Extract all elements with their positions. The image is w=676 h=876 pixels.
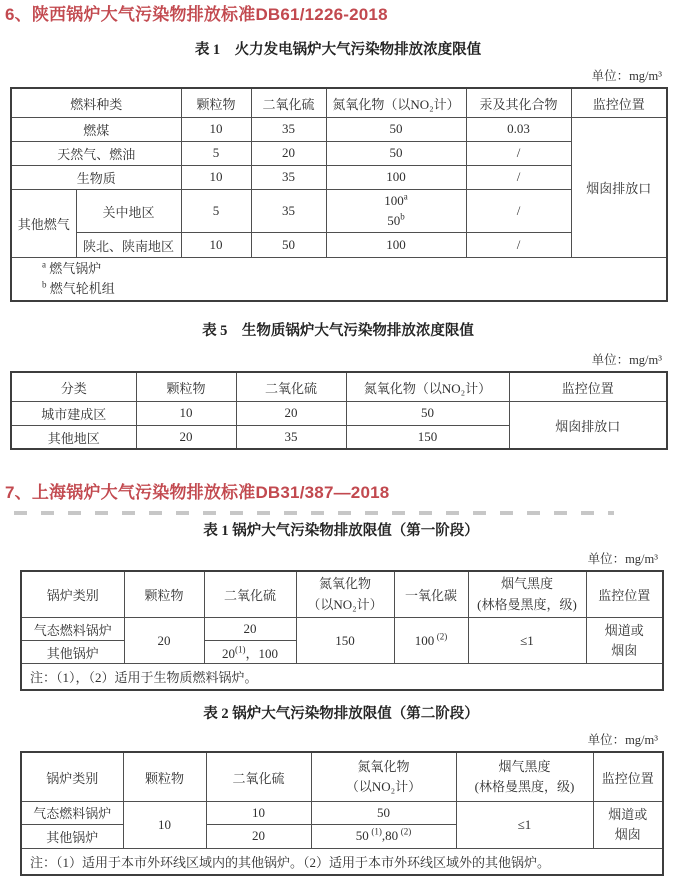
table1-title-shaanxi: 表 1 火力发电锅炉大气污染物排放浓度限值 bbox=[194, 42, 482, 59]
footnote-a-marker: a bbox=[42, 259, 46, 270]
table-header-row bbox=[11, 372, 667, 401]
pm-value: 20 bbox=[124, 618, 204, 664]
fuel-label: 燃煤 bbox=[11, 117, 181, 141]
hg-value: 0.03 bbox=[466, 117, 571, 141]
monitor-line1: 烟道或 bbox=[604, 622, 644, 638]
hg-value: / bbox=[466, 165, 571, 189]
nox-b1: 50 bbox=[355, 828, 369, 844]
pm-value: 5 bbox=[181, 141, 251, 165]
monitor-location-cell: 烟囱排放口 bbox=[571, 117, 667, 257]
table-row-othergas-shanbei bbox=[11, 233, 667, 258]
scan-crop-artifact bbox=[14, 511, 614, 515]
smoke-header-line1: 烟气黑度 bbox=[500, 576, 553, 592]
so2-value: 50 bbox=[251, 233, 326, 258]
nox-value-a: 100 bbox=[384, 192, 404, 208]
table-header-row bbox=[11, 88, 667, 117]
boiler-type-label: 气态燃料锅炉 bbox=[21, 801, 123, 824]
smoke-header-line2: (林格曼黑度，级) bbox=[474, 779, 575, 795]
so2-value: 35 bbox=[251, 189, 326, 232]
boiler-type-label: 气态燃料锅炉 bbox=[21, 618, 124, 641]
so2-value: 10 bbox=[206, 801, 311, 824]
table-header-row bbox=[21, 571, 663, 618]
footnote-a-text: 燃气锅炉 bbox=[49, 261, 102, 277]
unit-label: 单位：mg/m³ bbox=[587, 733, 658, 748]
table-row-coal bbox=[11, 117, 667, 141]
smoke-value: ≤1 bbox=[468, 618, 586, 664]
unit-label: 单位：mg/m³ bbox=[591, 353, 662, 368]
monitor-location-cell bbox=[586, 618, 663, 664]
nox-value: 150 bbox=[346, 425, 509, 449]
so2-value: 35 bbox=[251, 117, 326, 141]
smoke-header-line2: (林格曼黑度，级) bbox=[477, 596, 577, 612]
col-header-co: 一氧化碳 bbox=[394, 571, 468, 618]
col-header-pm: 颗粒物 bbox=[123, 752, 206, 801]
region-label: 关中地区 bbox=[76, 189, 181, 232]
shaanxi-biomass-boiler-table bbox=[10, 371, 668, 450]
pm-value: 20 bbox=[136, 425, 236, 449]
table1-title-shanghai: 表 1 锅炉大气污染物排放限值（第一阶段） bbox=[203, 522, 479, 539]
table-note-row bbox=[21, 664, 663, 691]
col-header-so2: 二氧化硫 bbox=[236, 372, 346, 401]
col-header-nox: 氮氧化物（以NO₂计） bbox=[346, 372, 509, 401]
pm-value: 10 bbox=[136, 401, 236, 425]
hg-value: / bbox=[466, 141, 571, 165]
table-row-gas-boiler bbox=[21, 801, 663, 824]
section-heading-shaanxi: 6、陕西锅炉大气污染物排放标准DB61/1226-2018 bbox=[5, 5, 388, 24]
nox-value: 50 bbox=[311, 801, 456, 824]
co-base: 100 bbox=[414, 632, 435, 648]
category-label: 城市建成区 bbox=[11, 401, 136, 425]
smoke-value: ≤1 bbox=[456, 801, 593, 848]
col-header-so2: 二氧化硫 bbox=[251, 88, 326, 117]
nox-s1: (1) bbox=[371, 827, 382, 838]
so2-base: 20 bbox=[221, 645, 235, 661]
footnote-b-text: 燃气轮机组 bbox=[49, 281, 115, 297]
pm-value: 10 bbox=[181, 117, 251, 141]
table-note: 注：（1）适用于本市外环线区域内的其他锅炉。（2）适用于本市外环线区域外的其他锅炉。 bbox=[21, 848, 663, 875]
table-row-biomass bbox=[11, 165, 667, 189]
nox-value: 50 bbox=[346, 401, 509, 425]
section-heading-shanghai: 7、上海锅炉大气污染物排放标准DB31/387—2018 bbox=[5, 483, 390, 503]
hg-value: / bbox=[466, 189, 571, 232]
table-row-othergas-guanzhong bbox=[11, 189, 667, 232]
unit-label: 单位：mg/m³ bbox=[591, 69, 662, 84]
table-row-gas-boiler bbox=[21, 618, 663, 641]
footnote-marker-a: a bbox=[403, 191, 408, 202]
col-header-boiler-type: 锅炉类别 bbox=[21, 752, 123, 801]
so2-sup: (1) bbox=[234, 644, 246, 655]
boiler-type-label: 其他锅炉 bbox=[21, 641, 124, 664]
nox-value: 100 bbox=[326, 233, 466, 258]
table-footnote-row bbox=[11, 258, 667, 302]
col-header-smoke bbox=[468, 571, 586, 618]
col-header-pm: 颗粒物 bbox=[124, 571, 204, 618]
col-header-category: 分类 bbox=[11, 372, 136, 401]
nox-value: 50 bbox=[326, 117, 466, 141]
monitor-line1: 烟道或 bbox=[608, 806, 648, 822]
monitor-line2: 烟囱 bbox=[614, 826, 641, 842]
table5-title-shaanxi: 表 5 生物质锅炉大气污染物排放浓度限值 bbox=[202, 323, 474, 340]
nox-value: 100 bbox=[326, 165, 466, 189]
nox-header-line2: （以NO₂计） bbox=[345, 779, 422, 795]
nox-value bbox=[311, 824, 456, 848]
nox-header-line1: 氮氧化物 bbox=[318, 576, 371, 592]
table-footnotes bbox=[11, 258, 667, 302]
table-header-row bbox=[21, 752, 663, 801]
table-note: 注：（1），（2）适用于生物质燃料锅炉。 bbox=[21, 664, 663, 691]
table-note-row bbox=[21, 848, 663, 875]
col-header-smoke bbox=[456, 752, 593, 801]
so2-value: 20 bbox=[204, 618, 296, 641]
col-header-monitor: 监控位置 bbox=[586, 571, 663, 618]
boiler-type-label: 其他锅炉 bbox=[21, 824, 123, 848]
footnote-b bbox=[42, 279, 664, 299]
category-label: 其他地区 bbox=[11, 425, 136, 449]
co-sup: (2) bbox=[436, 631, 448, 642]
nox-value bbox=[326, 189, 466, 232]
fuel-label: 生物质 bbox=[11, 165, 181, 189]
footnote-b-marker: b bbox=[42, 279, 47, 290]
co-value bbox=[394, 618, 468, 664]
col-header-monitor: 监控位置 bbox=[509, 372, 667, 401]
so2-value: 35 bbox=[236, 425, 346, 449]
fuel-label: 天然气、燃油 bbox=[11, 141, 181, 165]
shanghai-stage2-table bbox=[20, 751, 664, 876]
col-header-nox bbox=[311, 752, 456, 801]
document-page bbox=[0, 5, 676, 870]
pm-value: 10 bbox=[123, 801, 206, 848]
fuel-group-label: 其他燃气 bbox=[11, 189, 76, 257]
so2-value: 20 bbox=[206, 824, 311, 848]
col-header-so2: 二氧化硫 bbox=[206, 752, 311, 801]
col-header-boiler-type: 锅炉类别 bbox=[21, 571, 124, 618]
pm-value: 10 bbox=[181, 233, 251, 258]
table2-title-shanghai: 表 2 锅炉大气污染物排放限值（第二阶段） bbox=[203, 706, 479, 723]
monitor-location-cell: 烟囱排放口 bbox=[509, 401, 667, 449]
pm-value: 5 bbox=[181, 189, 251, 232]
region-label: 陕北、陕南地区 bbox=[76, 233, 181, 258]
monitor-location-cell bbox=[593, 801, 663, 848]
shaanxi-power-boiler-table bbox=[10, 87, 668, 302]
so2-rest: ，100 bbox=[245, 645, 278, 661]
shanghai-stage1-table bbox=[20, 570, 664, 692]
col-header-pm: 颗粒物 bbox=[136, 372, 236, 401]
col-header-so2: 二氧化硫 bbox=[204, 571, 296, 618]
so2-value bbox=[204, 641, 296, 664]
col-header-monitor: 监控位置 bbox=[571, 88, 667, 117]
nox-header-line2: （以NO₂计） bbox=[307, 596, 383, 612]
col-header-monitor: 监控位置 bbox=[593, 752, 663, 801]
col-header-hg: 汞及其化合物 bbox=[466, 88, 571, 117]
col-header-fuel: 燃料种类 bbox=[11, 88, 181, 117]
so2-value: 20 bbox=[236, 401, 346, 425]
col-header-pm: 颗粒物 bbox=[181, 88, 251, 117]
table-row-urban bbox=[11, 401, 667, 425]
footnote-marker-b: b bbox=[400, 211, 405, 222]
nox-value-b: 50 bbox=[387, 213, 401, 229]
so2-value: 35 bbox=[251, 165, 326, 189]
smoke-header-line1: 烟气黑度 bbox=[498, 758, 551, 774]
nox-mid: ,80 bbox=[381, 828, 399, 844]
so2-value: 20 bbox=[251, 141, 326, 165]
monitor-line2: 烟囱 bbox=[611, 642, 638, 658]
nox-s2: (2) bbox=[400, 827, 412, 838]
col-header-nox bbox=[296, 571, 394, 618]
unit-label: 单位：mg/m³ bbox=[587, 551, 658, 566]
hg-value: / bbox=[466, 233, 571, 258]
nox-header-line1: 氮氧化物 bbox=[357, 758, 410, 774]
col-header-nox: 氮氧化物（以NO₂计） bbox=[326, 88, 466, 117]
footnote-a bbox=[42, 259, 664, 279]
nox-value: 150 bbox=[296, 618, 394, 664]
pm-value: 10 bbox=[181, 165, 251, 189]
nox-value: 50 bbox=[326, 141, 466, 165]
table-row-gasoil bbox=[11, 141, 667, 165]
